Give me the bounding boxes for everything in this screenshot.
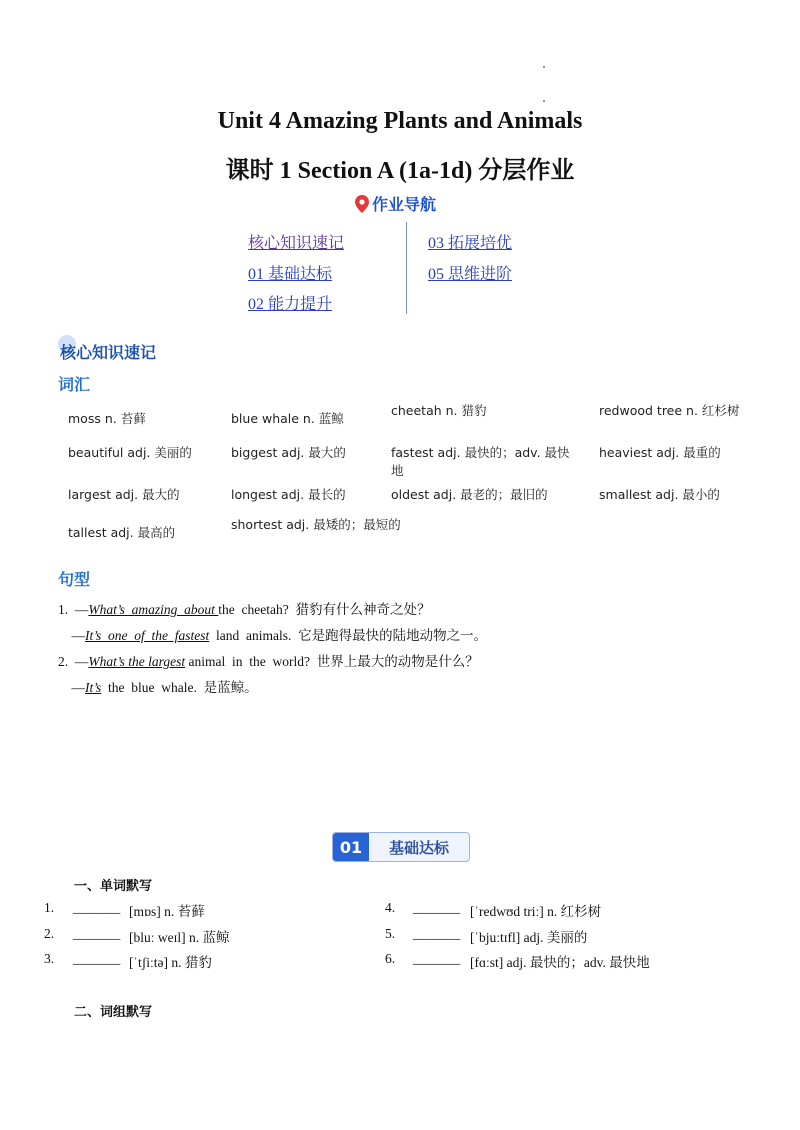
core-heading: 核心知识速记 <box>60 343 157 362</box>
part2-heading: 二、词组默写 <box>74 1005 153 1020</box>
answer-blank[interactable]: _______ <box>413 900 461 915</box>
item-number: 4. <box>385 900 396 915</box>
page-subtitle: 课时 1 Section A (1a-1d) 分层作业 <box>225 158 575 184</box>
nav-link-core[interactable]: 核心知识速记 <box>248 235 345 252</box>
speck-mark <box>543 100 545 102</box>
vocab-item: longest adj. 最长的 <box>231 487 346 502</box>
item-number: 3. <box>44 951 55 966</box>
answer-blank[interactable]: _______ <box>73 926 121 941</box>
speck-mark <box>543 66 545 68</box>
badge-label: 基础达标 <box>388 838 449 857</box>
location-pin-icon <box>355 195 369 213</box>
vocab-item: moss n. 苔藓 <box>68 411 146 426</box>
sentence-line: —It’s the blue whale. 是蓝鲸。 <box>58 680 258 695</box>
vocab-heading: 词汇 <box>58 375 91 394</box>
sentence-line: 2. —What’s the largest animal in the world? 世界上最大的动物是什么？ <box>58 654 479 669</box>
item-text: [ˈbjuːtɪfl] adj. 美丽的 <box>470 930 588 945</box>
item-number: 6. <box>385 951 396 966</box>
nav-link-05[interactable]: 05 思维进阶 <box>428 266 513 283</box>
vocab-item: biggest adj. 最大的 <box>231 445 346 460</box>
section-badge <box>332 832 470 862</box>
sentence-heading: 句型 <box>58 570 91 589</box>
vocab-item: redwood tree n. 红杉树 <box>599 403 740 418</box>
vocab-item: tallest adj. 最高的 <box>68 525 176 540</box>
item-text: [mɒs] n. 苔藓 <box>129 904 205 919</box>
item-text: [fɑːst] adj. 最快的；adv. 最快地 <box>470 955 650 970</box>
item-text: [ˈtʃiːtə] n. 猎豹 <box>129 955 212 970</box>
vocab-item: shortest adj. 最矮的；最短的 <box>231 517 401 532</box>
vocab-item: smallest adj. 最小的 <box>599 487 720 502</box>
vocab-item: largest adj. 最大的 <box>68 487 180 502</box>
item-text: [bluː weɪl] n. 蓝鲸 <box>129 930 230 945</box>
item-number: 1. <box>44 900 55 915</box>
sentence-line: —It’s one of the fastest land animals. 它是跑得最快的陆地动物之一。 <box>58 628 488 643</box>
part1-heading: 一、单词默写 <box>74 879 153 894</box>
item-text: [ˈredwʊd triː] n. 红杉树 <box>470 904 602 919</box>
vocab-item: cheetah n. 猎豹 <box>391 403 487 418</box>
nav-heading <box>355 192 436 215</box>
sentence-line: 1. —What’s amazing about the cheetah? 猎豹有什么神奇之处？ <box>58 602 431 617</box>
vocab-item: beautiful adj. 美丽的 <box>68 445 192 460</box>
vocab-item: heaviest adj. 最重的 <box>599 445 721 460</box>
badge-number: 01 <box>333 833 369 861</box>
nav-heading-label: 作业导航 <box>372 195 437 214</box>
item-number: 5. <box>385 926 396 941</box>
answer-blank[interactable]: _______ <box>73 900 121 915</box>
answer-blank[interactable]: _______ <box>73 951 121 966</box>
answer-blank[interactable]: _______ <box>413 926 461 941</box>
nav-link-02[interactable]: 02 能力提升 <box>248 296 333 313</box>
nav-link-03[interactable]: 03 拓展培优 <box>428 235 513 252</box>
page-title: Unit 4 Amazing Plants and Animals <box>217 108 583 134</box>
vocab-item: fastest adj. 最快的；adv. 最快地 <box>391 445 570 478</box>
vocab-item: oldest adj. 最老的；最旧的 <box>391 487 548 502</box>
answer-blank[interactable]: _______ <box>413 951 461 966</box>
item-number: 2. <box>44 926 55 941</box>
nav-link-01[interactable]: 01 基础达标 <box>248 266 333 283</box>
vocab-item: blue whale n. 蓝鲸 <box>231 411 344 426</box>
nav-divider <box>406 222 407 314</box>
